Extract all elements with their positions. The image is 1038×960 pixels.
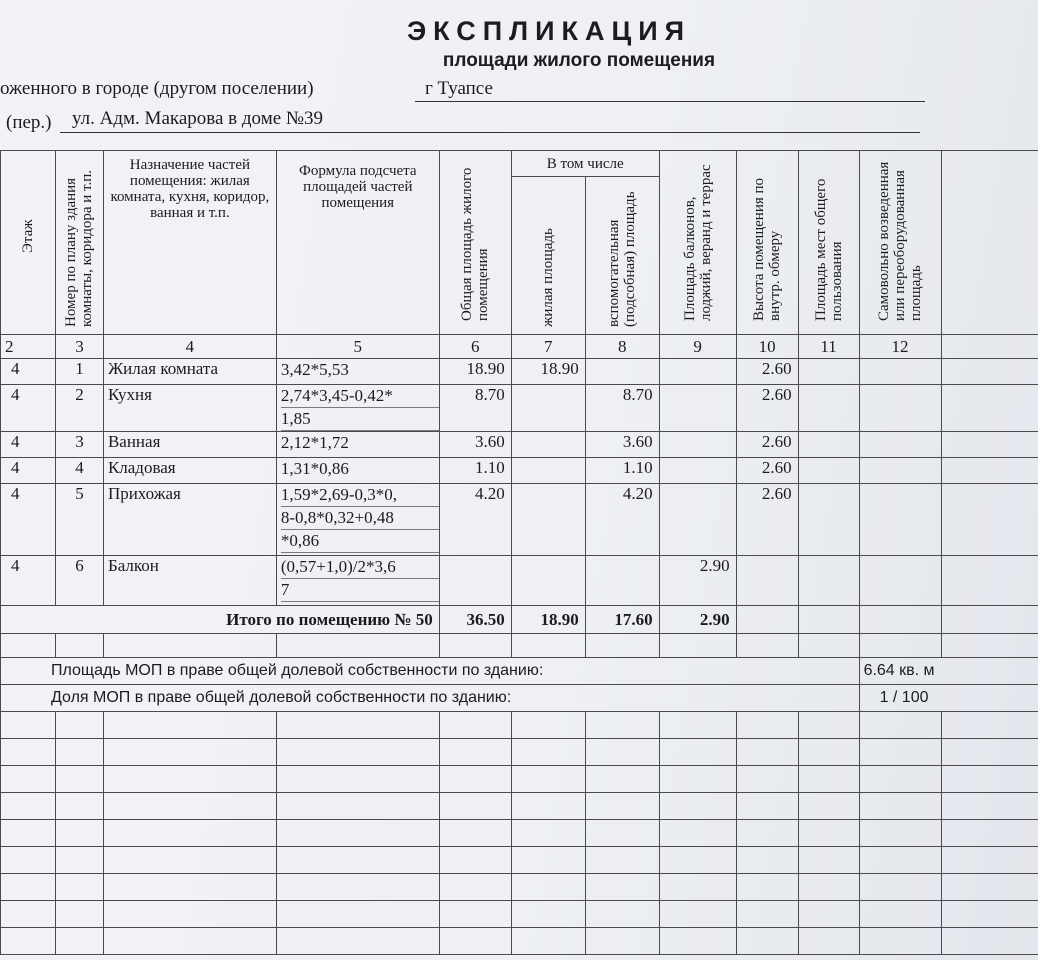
header-plan-number: Номер по плану здания комнаты, коридора и т.п.	[55, 151, 103, 335]
living-area-cell	[511, 556, 585, 606]
aux-area-cell: 8.70	[585, 385, 659, 432]
formula-line: 3,42*5,53	[280, 360, 349, 379]
total-area-cell: 3.60	[439, 432, 511, 458]
room-name-cell: Жилая комната	[103, 359, 276, 385]
blank-cell	[941, 359, 1038, 385]
balcony-area-cell	[659, 385, 736, 432]
floor-cell: 4	[1, 432, 56, 458]
height-cell: 2.60	[736, 484, 798, 556]
floor-cell: 4	[1, 359, 56, 385]
street-value: ул. Адм. Макарова в доме №39	[72, 108, 324, 129]
empty-row	[1, 820, 1038, 847]
totals-balcony: 2.90	[659, 606, 736, 634]
height-cell: 2.60	[736, 432, 798, 458]
formula-line: 2,12*1,72	[280, 433, 349, 452]
table-row	[1, 432, 1038, 458]
balcony-area-cell: 2.90	[659, 556, 736, 606]
room-number-cell: 5	[55, 484, 103, 556]
table-row	[1, 458, 1038, 484]
empty-row	[1, 793, 1038, 820]
formula-cell	[276, 432, 439, 458]
total-area-cell	[439, 556, 511, 606]
empty-row	[1, 901, 1038, 928]
blank-cell	[941, 556, 1038, 606]
aux-area-cell: 4.20	[585, 484, 659, 556]
height-cell: 2.60	[736, 385, 798, 432]
column-number: 2	[1, 335, 56, 359]
blank-cell	[941, 484, 1038, 556]
totals-total: 36.50	[439, 606, 511, 634]
empty-row	[1, 847, 1038, 874]
height-cell	[736, 556, 798, 606]
unauthorized-area-cell	[859, 556, 941, 606]
header-height: Высота помещения по внутр. обмеру	[736, 151, 798, 335]
rooms-body	[1, 359, 1038, 606]
column-number: 6	[439, 335, 511, 359]
totals-label: Итого по помещению № 50	[1, 606, 440, 634]
unauthorized-area-cell	[859, 458, 941, 484]
header-formula: Формула подсчета площадей частей помещения	[276, 151, 439, 335]
mop-share-label: Доля МОП в праве общей долевой собственности по зданию:	[1, 685, 860, 712]
unauthorized-area-cell	[859, 432, 941, 458]
formula-line: 1,85	[281, 408, 439, 431]
column-number: 10	[736, 335, 798, 359]
totals-living: 18.90	[511, 606, 585, 634]
room-name-cell: Прихожая	[103, 484, 276, 556]
header-living-area: жилая площадь	[511, 177, 585, 335]
room-number-cell: 3	[55, 432, 103, 458]
room-name-cell: Ванная	[103, 432, 276, 458]
aux-area-cell	[585, 359, 659, 385]
unauthorized-area-cell	[859, 385, 941, 432]
blank-cell	[941, 432, 1038, 458]
header-unauthorized-area: Самовольно возведенная или переоборудованная площадь	[859, 151, 941, 335]
document-title: ЭКСПЛИКАЦИЯ	[406, 16, 692, 46]
aux-area-cell: 1.10	[585, 458, 659, 484]
floor-cell: 4	[1, 458, 56, 484]
header-purpose: Назначение частей помещения: жилая комната, кухня, коридор, ванная и т.п.	[103, 151, 276, 335]
mop-area-row	[1, 658, 1038, 685]
column-number: 4	[103, 335, 276, 359]
room-name-cell: Балкон	[103, 556, 276, 606]
formula-cell	[276, 385, 439, 432]
empty-row	[1, 739, 1038, 766]
table-row	[1, 556, 1038, 606]
formula-cell	[276, 484, 439, 556]
aux-area-cell	[585, 556, 659, 606]
formula-line: (0,57+1,0)/2*3,6	[281, 556, 439, 579]
column-number: 3	[55, 335, 103, 359]
location-underline	[415, 101, 925, 102]
header-row	[1, 151, 1038, 177]
explication-table	[0, 150, 1038, 955]
balcony-area-cell	[659, 458, 736, 484]
formula-line: 7	[281, 579, 439, 602]
totals-row	[1, 606, 1038, 634]
column-numbers-row	[1, 335, 1038, 359]
column-number: 7	[511, 335, 585, 359]
floor-cell: 4	[1, 556, 56, 606]
header-floor: Этаж	[1, 151, 56, 335]
mop-share-value: 1 / 100	[859, 685, 1038, 712]
formula-line: *0,86	[281, 530, 439, 553]
header-aux-area: вспомогательная (подсобная) площадь	[585, 177, 659, 335]
floor-cell: 4	[1, 385, 56, 432]
common-area-cell	[798, 458, 859, 484]
column-number: 8	[585, 335, 659, 359]
room-number-cell: 6	[55, 556, 103, 606]
height-cell: 2.60	[736, 359, 798, 385]
unauthorized-area-cell	[859, 484, 941, 556]
common-area-cell	[798, 385, 859, 432]
balcony-area-cell	[659, 359, 736, 385]
spacer-row	[1, 634, 1038, 658]
formula-line: 2,74*3,45-0,42*	[281, 385, 439, 408]
header-blank	[941, 151, 1038, 335]
balcony-area-cell	[659, 432, 736, 458]
formula-cell	[276, 556, 439, 606]
formula-line: 8-0,8*0,32+0,48	[281, 507, 439, 530]
column-number: 12	[859, 335, 941, 359]
formula-line: 1,31*0,86	[280, 459, 349, 478]
mop-area-value: 6.64 кв. м	[859, 658, 1038, 685]
street-label: (пер.)	[6, 112, 52, 133]
room-number-cell: 2	[55, 385, 103, 432]
empty-row	[1, 766, 1038, 793]
total-area-cell: 1.10	[439, 458, 511, 484]
total-area-cell: 8.70	[439, 385, 511, 432]
room-name-cell: Кухня	[103, 385, 276, 432]
column-number: 11	[798, 335, 859, 359]
living-area-cell	[511, 432, 585, 458]
column-number: 5	[276, 335, 439, 359]
living-area-cell: 18.90	[511, 359, 585, 385]
common-area-cell	[798, 432, 859, 458]
column-number: 9	[659, 335, 736, 359]
empty-row	[1, 712, 1038, 739]
document-subtitle: площади жилого помещения	[442, 50, 716, 71]
empty-row	[1, 874, 1038, 901]
total-area-cell: 4.20	[439, 484, 511, 556]
blank-cell	[941, 385, 1038, 432]
empty-row	[1, 928, 1038, 955]
aux-area-cell: 3.60	[585, 432, 659, 458]
table-row	[1, 359, 1038, 385]
location-value: г Туапсе	[425, 78, 493, 99]
total-area-cell: 18.90	[439, 359, 511, 385]
floor-cell: 4	[1, 484, 56, 556]
header-balcony-area: Площадь балконов, лоджий, веранд и террас	[659, 151, 736, 335]
height-cell: 2.60	[736, 458, 798, 484]
living-area-cell	[511, 385, 585, 432]
room-number-cell: 1	[55, 359, 103, 385]
living-area-cell	[511, 484, 585, 556]
location-label: оженного в городе (другом поселении)	[0, 78, 314, 99]
formula-cell	[276, 458, 439, 484]
common-area-cell	[798, 484, 859, 556]
header-including: В том числе	[511, 151, 659, 177]
totals-aux: 17.60	[585, 606, 659, 634]
room-number-cell: 4	[55, 458, 103, 484]
living-area-cell	[511, 458, 585, 484]
table-row	[1, 484, 1038, 556]
blank-cell	[941, 458, 1038, 484]
street-underline	[60, 132, 920, 133]
unauthorized-area-cell	[859, 359, 941, 385]
mop-area-label: Площадь МОП в праве общей долевой собственности по зданию:	[1, 658, 860, 685]
header-total-area: Общая площадь жилого помещения	[439, 151, 511, 335]
common-area-cell	[798, 359, 859, 385]
room-name-cell: Кладовая	[103, 458, 276, 484]
balcony-area-cell	[659, 484, 736, 556]
table-row	[1, 385, 1038, 432]
formula-cell	[276, 359, 439, 385]
empty-rows	[1, 712, 1038, 955]
mop-share-row	[1, 685, 1038, 712]
common-area-cell	[798, 556, 859, 606]
formula-line: 1,59*2,69-0,3*0,	[281, 484, 439, 507]
header-common-area: Площадь мест общего пользования	[798, 151, 859, 335]
